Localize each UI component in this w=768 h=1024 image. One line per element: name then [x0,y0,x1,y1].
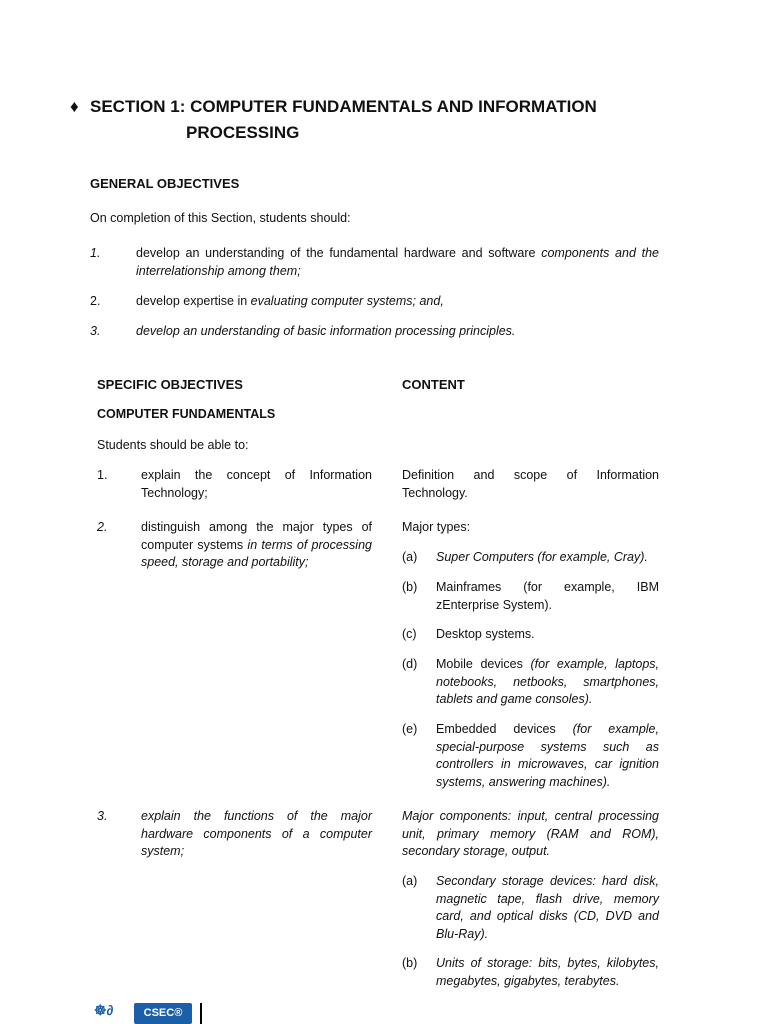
csec-logo: CSEC® [134,1003,192,1024]
component-label: (a) [402,874,418,888]
content-subheading: Major types: [402,520,471,534]
section-title-line2: PROCESSING [186,123,300,142]
general-objectives-heading: GENERAL OBJECTIVES [90,176,240,191]
type-item: Desktop systems. [436,627,535,641]
section-bullet-icon: ♦ [70,97,79,116]
general-objective-item: develop an understanding of basic information processing principles. [136,324,516,338]
type-item: Mobile devices (for example, laptops, notebooks, netbooks, smartphones, tablets and game consoles). [436,657,660,706]
objective-text: explain the functions of the major hardware components of a computer system; [141,809,372,858]
footer-divider [200,1003,202,1024]
general-objective-number: 1. [90,246,101,260]
objective-number: 3. [97,809,108,823]
component-item: Units of storage: bits, bytes, kilobytes, megabytes, gigabytes, terabytes. [436,956,659,988]
type-label: (a) [402,550,418,564]
type-label: (d) [402,657,418,671]
cxc-logo-icon: ☸∂ [94,1002,114,1018]
general-objective-number: 2. [90,294,101,308]
section-title-line1: SECTION 1: COMPUTER FUNDAMENTALS AND INFORMATION [90,97,597,116]
type-label: (b) [402,580,418,594]
content-text: Major components: input, central processing unit, primary memory (RAM and ROM), secondary storage, output. [402,809,659,858]
computer-fundamentals-subheading: COMPUTER FUNDAMENTALS [97,407,276,421]
objective-text: distinguish among the major types of computer systems in terms of processing speed, storage and portability; [141,520,372,569]
type-label: (c) [402,627,417,641]
general-objective-number: 3. [90,324,101,338]
students-intro: Students should be able to: [97,438,249,452]
general-objective-item: develop expertise in evaluating computer systems; and, [136,294,444,308]
specific-objectives-heading: SPECIFIC OBJECTIVES [97,377,243,392]
content-text: Definition and scope of Information Technology. [402,468,659,500]
objective-number: 2. [97,520,108,534]
content-heading: CONTENT [402,377,465,392]
type-item: Mainframes (for example, IBM zEnterprise System). [436,580,659,612]
type-label: (e) [402,722,418,736]
objective-text: explain the concept of Information Technology; [141,468,372,500]
general-objective-item: develop an understanding of the fundamental hardware and software components and the interrelationship among them; [136,246,659,278]
general-objectives-intro: On completion of this Section, students should: [90,211,351,225]
type-item: Embedded devices (for example, special-purpose systems such as controllers in microwaves, car ignition systems, answering machines). [436,722,659,789]
component-item: Secondary storage devices: hard disk, magnetic tape, flash drive, memory card, and optical disks (CD, DVD and Blu-Ray). [436,874,659,941]
objective-number: 1. [97,468,108,482]
type-item: Super Computers (for example, Cray). [436,550,648,564]
component-label: (b) [402,956,418,970]
